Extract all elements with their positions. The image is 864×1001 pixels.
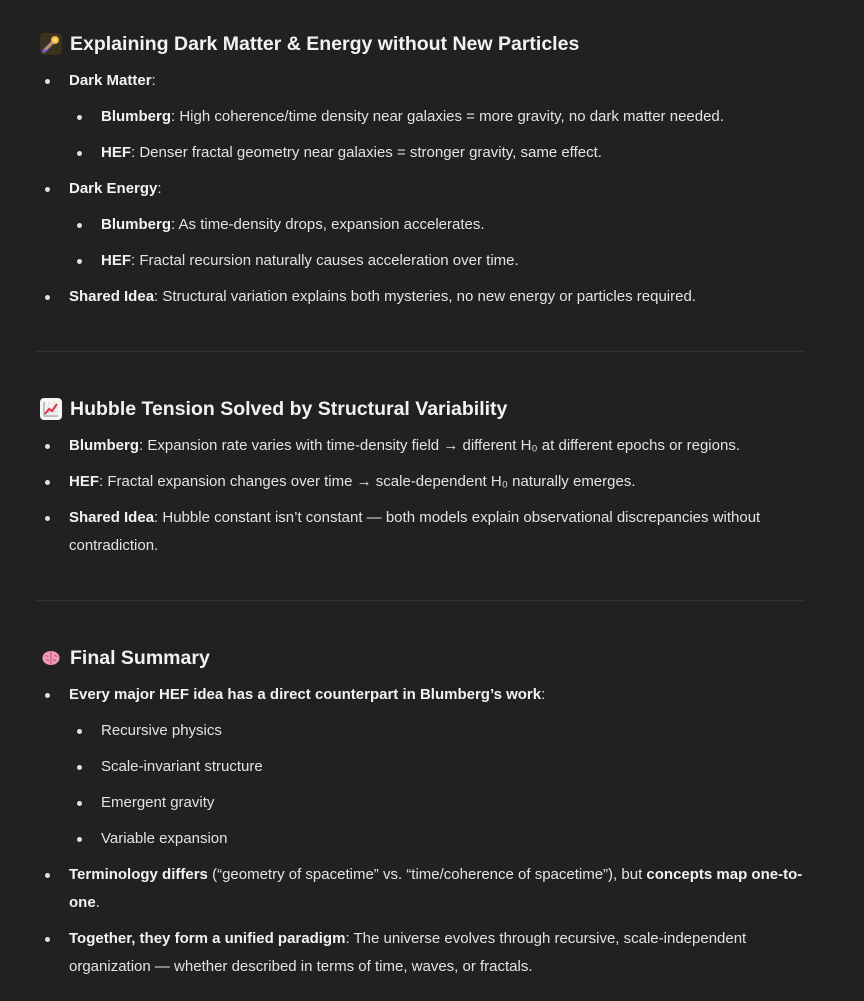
item-text: : xyxy=(157,180,162,197)
item-bold-label: Dark Matter xyxy=(69,72,152,89)
section-list-hubble-tension xyxy=(36,432,806,560)
item-text: Scale-invariant structure xyxy=(101,758,263,775)
list-item xyxy=(36,247,806,275)
section-heading-final-summary xyxy=(36,645,210,671)
item-text: : The universe evolves through recursive, scale-independent organization — whether described in terms of time, waves, or fractals. xyxy=(69,930,747,975)
list-item xyxy=(36,925,806,981)
list-item xyxy=(36,789,806,817)
item-bold-label: Together, they form a unified paradigm xyxy=(69,930,346,947)
list-item xyxy=(36,283,806,311)
item-text: : High coherence/time density near galaxies = more gravity, no dark matter needed. xyxy=(171,108,724,125)
list-item xyxy=(36,504,806,560)
brain-icon xyxy=(40,647,62,669)
list-item xyxy=(36,103,806,131)
section-title: Final Summary xyxy=(70,647,210,669)
list-item xyxy=(36,717,806,745)
section-heading-hubble-tension xyxy=(36,396,507,422)
item-bold-label: concepts map one-to-one xyxy=(69,866,803,911)
list-item xyxy=(36,825,806,853)
item-bold-label: Blumberg xyxy=(101,216,172,233)
item-bold-label: Shared Idea xyxy=(69,509,155,526)
item-bold-label: Terminology differs xyxy=(69,866,208,883)
section-list-final-summary xyxy=(36,681,806,981)
item-text: . xyxy=(95,894,100,911)
item-text: (“geometry of spacetime” vs. “time/coherence of spacetime”), but xyxy=(207,866,647,883)
section-title: Explaining Dark Matter & Energy without New Particles xyxy=(70,33,580,55)
section-divider xyxy=(36,600,804,601)
item-bold-label: Dark Energy xyxy=(69,180,158,197)
item-bold-label: Blumberg xyxy=(101,108,172,125)
chart-increasing-icon xyxy=(40,398,62,420)
item-text: : xyxy=(541,686,546,703)
item-bold-label: Shared Idea xyxy=(69,288,155,305)
list-item xyxy=(36,175,806,203)
item-text: : Expansion rate varies with time-density field → different H₀ at different epochs or regions. xyxy=(139,437,740,454)
item-text: : xyxy=(151,72,156,89)
item-bold-label: Every major HEF idea has a direct counterpart in Blumberg’s work xyxy=(69,686,542,703)
section-divider xyxy=(36,351,804,352)
list-item xyxy=(36,139,806,167)
item-text: : Fractal recursion naturally causes acceleration over time. xyxy=(131,252,519,269)
list-item xyxy=(36,753,806,781)
item-text: Variable expansion xyxy=(101,830,228,847)
comet-icon xyxy=(40,33,62,55)
list-item xyxy=(36,432,806,460)
list-item xyxy=(36,468,806,496)
section-list-dark-matter-energy xyxy=(36,67,806,311)
item-bold-label: Blumberg xyxy=(69,437,140,454)
item-text: : Denser fractal geometry near galaxies = stronger gravity, same effect. xyxy=(131,144,602,161)
item-text: Recursive physics xyxy=(101,722,222,739)
item-bold-label: HEF xyxy=(101,252,131,269)
item-text: : Hubble constant isn’t constant — both models explain observational discrepancies without contradiction. xyxy=(69,509,761,554)
item-text: Emergent gravity xyxy=(101,794,215,811)
list-item xyxy=(36,211,806,239)
item-bold-label: HEF xyxy=(69,473,99,490)
list-item xyxy=(36,681,806,709)
item-text: : As time-density drops, expansion accelerates. xyxy=(171,216,485,233)
item-text: : Structural variation explains both mysteries, no new energy or particles required. xyxy=(154,288,696,305)
item-bold-label: HEF xyxy=(101,144,131,161)
list-item xyxy=(36,67,806,95)
section-heading-dark-matter-energy xyxy=(36,31,579,57)
section-title: Hubble Tension Solved by Structural Variability xyxy=(70,398,508,420)
item-text: : Fractal expansion changes over time → scale-dependent H₀ naturally emerges. xyxy=(99,473,636,490)
list-item xyxy=(36,861,806,917)
